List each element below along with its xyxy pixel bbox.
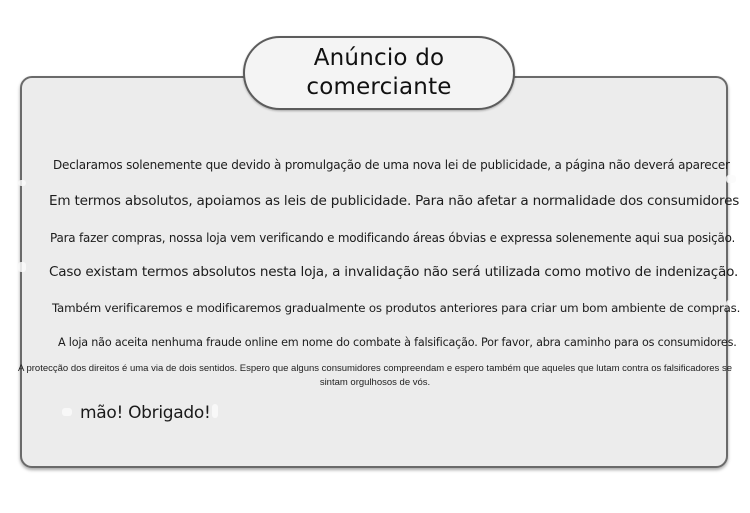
merchant-notice-title — [243, 36, 515, 110]
title-line-1: Anúncio do — [313, 45, 445, 71]
notice-line-5: Também verificaremos e modificaremos gradualmente os produtos anteriores para criar um bom ambiente de compras. — [52, 301, 741, 315]
notice-line-1: Declaramos solenemente que devido à promulgação de uma nova lei de publicidade, a página não deverá aparecer — [53, 158, 730, 172]
notice-line-4: Caso existam termos absolutos nesta loja, a invalidação não será utilizada como motivo de indenização. — [49, 264, 739, 280]
rights-paragraph: A protecção dos direitos é uma via de dois sentidos. Espero que alguns consumidores compreendam e espero também que aqueles que lutam contra os falsificadores se sintam orgulhosos de vós. — [18, 363, 732, 388]
closing-text: mão! Obrigado! — [80, 403, 211, 423]
title-line-2: comerciante — [306, 74, 452, 100]
notice-line-3: Para fazer compras, nossa loja vem verificando e modificando áreas óbvias e expressa solenemente aqui sua posição. — [50, 231, 736, 245]
notice-line-6: A loja não aceita nenhuma fraude online em nome do combate à falsificação. Por favor, abra caminho para os consumidores. — [58, 336, 737, 349]
notice-line-2: Em termos absolutos, apoiamos as leis de publicidade. Para não afetar a normalidade dos consumidores — [49, 193, 740, 209]
